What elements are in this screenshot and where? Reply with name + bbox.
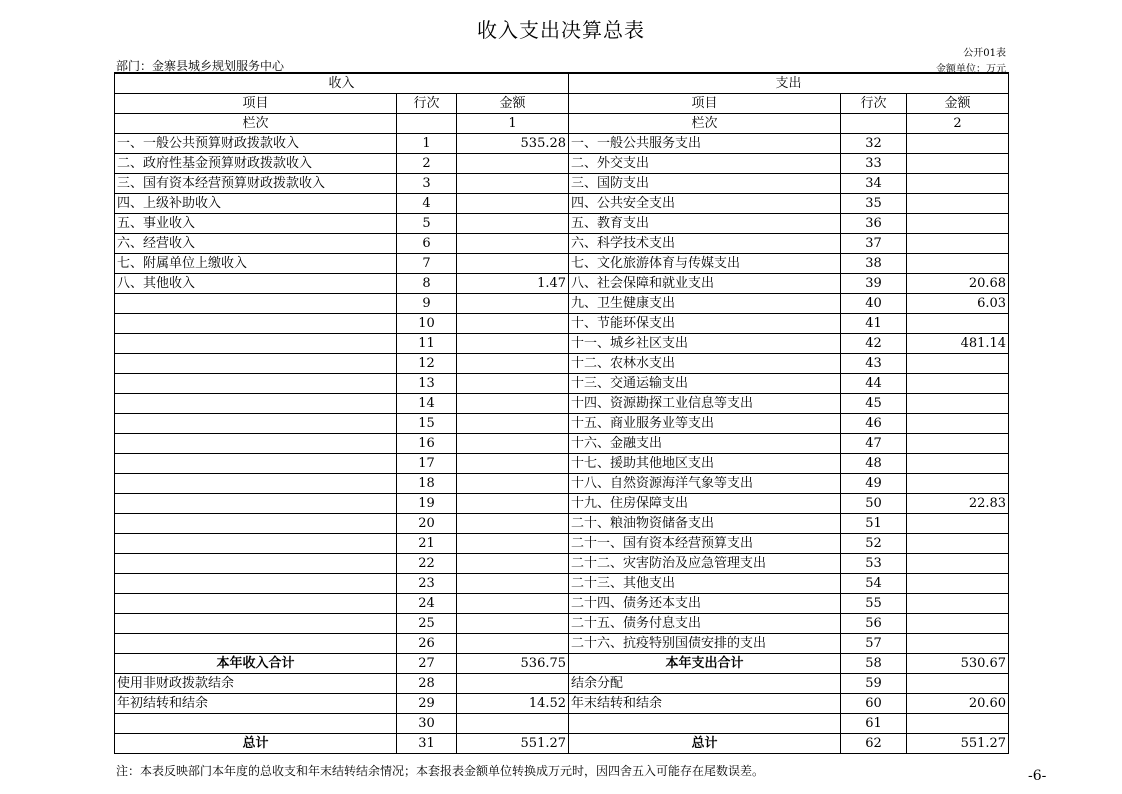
table-row — [115, 494, 1009, 514]
expense-row-no-cell: 49 — [841, 474, 907, 494]
table-row — [115, 194, 1009, 214]
income-item-cell: 总计 — [115, 734, 397, 754]
expense-row-no-cell: 43 — [841, 354, 907, 374]
table-row — [115, 454, 1009, 474]
expense-row-no-header: 行次 — [841, 94, 907, 114]
income-row-no-cell: 31 — [397, 734, 457, 754]
table-row — [115, 174, 1009, 194]
income-amount-cell — [457, 154, 569, 174]
table-row — [115, 394, 1009, 414]
expense-row-no-cell: 38 — [841, 254, 907, 274]
expense-column-number: 2 — [907, 114, 1009, 134]
income-column-blank — [397, 114, 457, 134]
expense-amount-cell — [907, 414, 1009, 434]
table-row — [115, 254, 1009, 274]
income-amount-cell — [457, 234, 569, 254]
expense-row-no-cell: 60 — [841, 694, 907, 714]
expense-row-no-cell: 41 — [841, 314, 907, 334]
income-amount-cell: 551.27 — [457, 734, 569, 754]
income-item-cell — [115, 394, 397, 414]
expense-item-cell: 二十、粮油物资储备支出 — [569, 514, 841, 534]
expense-amount-cell — [907, 194, 1009, 214]
expense-column-label: 栏次 — [569, 114, 841, 134]
expense-row-no-cell: 52 — [841, 534, 907, 554]
expense-row-no-cell: 42 — [841, 334, 907, 354]
table-row — [115, 514, 1009, 534]
summary-row — [115, 654, 1009, 674]
expense-item-cell: 九、卫生健康支出 — [569, 294, 841, 314]
expense-row-no-cell: 40 — [841, 294, 907, 314]
income-amount-cell: 1.47 — [457, 274, 569, 294]
income-item-cell — [115, 474, 397, 494]
table-row — [115, 274, 1009, 294]
expense-row-no-cell: 55 — [841, 594, 907, 614]
expense-item-cell: 十九、住房保障支出 — [569, 494, 841, 514]
table-row — [115, 214, 1009, 234]
table-body — [115, 134, 1009, 754]
expense-amount-cell: 551.27 — [907, 734, 1009, 754]
income-amount-cell — [457, 614, 569, 634]
income-column-label: 栏次 — [115, 114, 397, 134]
income-amount-cell — [457, 334, 569, 354]
income-amount-cell — [457, 594, 569, 614]
income-row-no-cell: 8 — [397, 274, 457, 294]
income-amount-cell — [457, 714, 569, 734]
footnote: 注：本表反映部门本年度的总收支和年末结转结余情况；本套报表金额单位转换成万元时，因四舍五入可能存在尾数误差。 — [116, 764, 765, 778]
income-amount-cell — [457, 474, 569, 494]
income-item-cell — [115, 594, 397, 614]
income-row-no-cell: 15 — [397, 414, 457, 434]
department-label: 部门：金寨县城乡规划服务中心 — [116, 59, 285, 73]
income-item-cell — [115, 634, 397, 654]
table-row — [115, 234, 1009, 254]
income-item-cell: 三、国有资本经营预算财政拨款收入 — [115, 174, 397, 194]
income-row-no-cell: 14 — [397, 394, 457, 414]
table-row — [115, 554, 1009, 574]
income-item-cell — [115, 534, 397, 554]
income-amount-header: 金额 — [457, 94, 569, 114]
expense-row-no-cell: 44 — [841, 374, 907, 394]
income-amount-cell: 536.75 — [457, 654, 569, 674]
income-item-cell: 使用非财政拨款结余 — [115, 674, 397, 694]
table-row — [115, 374, 1009, 394]
expense-amount-cell — [907, 474, 1009, 494]
income-row-no-cell: 22 — [397, 554, 457, 574]
income-item-cell: 一、一般公共预算财政拨款收入 — [115, 134, 397, 154]
income-row-no-cell: 23 — [397, 574, 457, 594]
income-row-no-cell: 13 — [397, 374, 457, 394]
form-code: 公开01表 — [963, 48, 1006, 59]
income-row-no-cell: 30 — [397, 714, 457, 734]
income-row-no-header: 行次 — [397, 94, 457, 114]
expense-amount-cell: 481.14 — [907, 334, 1009, 354]
expense-row-no-cell: 35 — [841, 194, 907, 214]
summary-row — [115, 714, 1009, 734]
expense-amount-cell — [907, 594, 1009, 614]
expense-item-cell: 二十四、债务还本支出 — [569, 594, 841, 614]
expense-item-cell: 十一、城乡社区支出 — [569, 334, 841, 354]
expense-amount-cell — [907, 374, 1009, 394]
expense-item-cell: 二十二、灾害防治及应急管理支出 — [569, 554, 841, 574]
page-title: 收入支出决算总表 — [477, 18, 645, 42]
table-row — [115, 574, 1009, 594]
expense-item-cell: 七、文化旅游体育与传媒支出 — [569, 254, 841, 274]
income-row-no-cell: 18 — [397, 474, 457, 494]
expense-amount-cell — [907, 554, 1009, 574]
expense-item-header: 项目 — [569, 94, 841, 114]
table-row — [115, 134, 1009, 154]
table-row — [115, 314, 1009, 334]
expense-item-cell: 二十一、国有资本经营预算支出 — [569, 534, 841, 554]
expense-row-no-cell: 39 — [841, 274, 907, 294]
income-column-number: 1 — [457, 114, 569, 134]
page-number: -6- — [1028, 768, 1047, 784]
income-row-no-cell: 1 — [397, 134, 457, 154]
expense-item-cell: 一、一般公共服务支出 — [569, 134, 841, 154]
income-amount-cell — [457, 174, 569, 194]
expense-amount-cell: 20.60 — [907, 694, 1009, 714]
income-amount-cell — [457, 314, 569, 334]
expense-row-no-cell: 53 — [841, 554, 907, 574]
income-amount-cell — [457, 634, 569, 654]
expense-item-cell: 十三、交通运输支出 — [569, 374, 841, 394]
expense-row-no-cell: 57 — [841, 634, 907, 654]
expense-amount-cell — [907, 634, 1009, 654]
expense-row-no-cell: 46 — [841, 414, 907, 434]
expense-row-no-cell: 56 — [841, 614, 907, 634]
expense-item-cell: 总计 — [569, 734, 841, 754]
expense-amount-cell — [907, 234, 1009, 254]
table-row — [115, 614, 1009, 634]
expense-row-no-cell: 59 — [841, 674, 907, 694]
expense-amount-cell — [907, 394, 1009, 414]
income-item-cell — [115, 314, 397, 334]
income-amount-cell — [457, 534, 569, 554]
income-item-cell — [115, 434, 397, 454]
expense-row-no-cell: 34 — [841, 174, 907, 194]
expense-row-no-cell: 33 — [841, 154, 907, 174]
income-row-no-cell: 6 — [397, 234, 457, 254]
income-amount-cell — [457, 414, 569, 434]
income-amount-cell — [457, 294, 569, 314]
income-amount-cell — [457, 254, 569, 274]
expense-amount-cell — [907, 674, 1009, 694]
expense-item-cell: 十五、商业服务业等支出 — [569, 414, 841, 434]
income-expense-table — [114, 72, 1009, 754]
expense-row-no-cell: 32 — [841, 134, 907, 154]
income-amount-cell — [457, 574, 569, 594]
expense-amount-cell: 22.83 — [907, 494, 1009, 514]
expense-row-no-cell: 50 — [841, 494, 907, 514]
income-row-no-cell: 17 — [397, 454, 457, 474]
expense-row-no-cell: 48 — [841, 454, 907, 474]
income-item-cell — [115, 494, 397, 514]
income-item-cell — [115, 354, 397, 374]
expense-section-header: 支出 — [569, 73, 1009, 94]
table-row — [115, 634, 1009, 654]
expense-amount-cell — [907, 534, 1009, 554]
income-item-header: 项目 — [115, 94, 397, 114]
expense-amount-cell — [907, 354, 1009, 374]
expense-item-cell: 二十三、其他支出 — [569, 574, 841, 594]
table-row — [115, 594, 1009, 614]
expense-row-no-cell: 36 — [841, 214, 907, 234]
income-item-cell: 二、政府性基金预算财政拨款收入 — [115, 154, 397, 174]
expense-amount-cell — [907, 214, 1009, 234]
expense-item-cell: 本年支出合计 — [569, 654, 841, 674]
income-item-cell — [115, 574, 397, 594]
income-row-no-cell: 4 — [397, 194, 457, 214]
expense-item-cell: 八、社会保障和就业支出 — [569, 274, 841, 294]
expense-amount-header: 金额 — [907, 94, 1009, 114]
expense-amount-cell — [907, 174, 1009, 194]
income-amount-cell — [457, 554, 569, 574]
expense-item-cell: 十二、农林水支出 — [569, 354, 841, 374]
income-row-no-cell: 3 — [397, 174, 457, 194]
income-row-no-cell: 24 — [397, 594, 457, 614]
income-amount-cell — [457, 434, 569, 454]
expense-item-cell: 二、外交支出 — [569, 154, 841, 174]
table-row — [115, 354, 1009, 374]
income-item-cell — [115, 714, 397, 734]
income-amount-cell — [457, 674, 569, 694]
expense-amount-cell — [907, 614, 1009, 634]
expense-amount-cell — [907, 454, 1009, 474]
expense-item-cell: 十四、资源勘探工业信息等支出 — [569, 394, 841, 414]
income-row-no-cell: 12 — [397, 354, 457, 374]
income-amount-cell — [457, 394, 569, 414]
income-item-cell — [115, 414, 397, 434]
expense-row-no-cell: 58 — [841, 654, 907, 674]
expense-item-cell: 结余分配 — [569, 674, 841, 694]
expense-amount-cell — [907, 154, 1009, 174]
expense-amount-cell: 20.68 — [907, 274, 1009, 294]
expense-amount-cell — [907, 434, 1009, 454]
expense-amount-cell — [907, 574, 1009, 594]
income-row-no-cell: 29 — [397, 694, 457, 714]
income-row-no-cell: 25 — [397, 614, 457, 634]
income-row-no-cell: 10 — [397, 314, 457, 334]
expense-item-cell: 三、国防支出 — [569, 174, 841, 194]
expense-amount-cell — [907, 254, 1009, 274]
summary-row — [115, 734, 1009, 754]
summary-row — [115, 674, 1009, 694]
expense-amount-cell — [907, 314, 1009, 334]
expense-amount-cell: 6.03 — [907, 294, 1009, 314]
income-item-cell: 本年收入合计 — [115, 654, 397, 674]
income-row-no-cell: 2 — [397, 154, 457, 174]
expense-row-no-cell: 62 — [841, 734, 907, 754]
income-amount-cell — [457, 494, 569, 514]
expense-item-cell: 十六、金融支出 — [569, 434, 841, 454]
expense-item-cell: 十、节能环保支出 — [569, 314, 841, 334]
income-item-cell: 五、事业收入 — [115, 214, 397, 234]
income-row-no-cell: 27 — [397, 654, 457, 674]
income-row-no-cell: 7 — [397, 254, 457, 274]
income-row-no-cell: 16 — [397, 434, 457, 454]
income-row-no-cell: 11 — [397, 334, 457, 354]
income-item-cell — [115, 454, 397, 474]
expense-item-cell: 六、科学技术支出 — [569, 234, 841, 254]
income-amount-cell: 14.52 — [457, 694, 569, 714]
income-item-cell — [115, 514, 397, 534]
expense-item-cell — [569, 714, 841, 734]
amount-unit-label: 金额单位：万元 — [936, 64, 1006, 75]
expense-row-no-cell: 61 — [841, 714, 907, 734]
income-amount-cell — [457, 354, 569, 374]
income-row-no-cell: 20 — [397, 514, 457, 534]
expense-item-cell: 五、教育支出 — [569, 214, 841, 234]
income-item-cell: 八、其他收入 — [115, 274, 397, 294]
expense-row-no-cell: 45 — [841, 394, 907, 414]
table-row — [115, 414, 1009, 434]
table-row — [115, 294, 1009, 314]
income-row-no-cell: 26 — [397, 634, 457, 654]
expense-amount-cell: 530.67 — [907, 654, 1009, 674]
income-row-no-cell: 19 — [397, 494, 457, 514]
income-row-no-cell: 9 — [397, 294, 457, 314]
income-item-cell: 四、上级补助收入 — [115, 194, 397, 214]
income-amount-cell: 535.28 — [457, 134, 569, 154]
table-row — [115, 474, 1009, 494]
income-item-cell — [115, 374, 397, 394]
income-amount-cell — [457, 194, 569, 214]
table-row — [115, 434, 1009, 454]
expense-item-cell: 十八、自然资源海洋气象等支出 — [569, 474, 841, 494]
expense-amount-cell — [907, 514, 1009, 534]
expense-item-cell: 四、公共安全支出 — [569, 194, 841, 214]
income-row-no-cell: 21 — [397, 534, 457, 554]
income-item-cell — [115, 334, 397, 354]
income-item-cell: 七、附属单位上缴收入 — [115, 254, 397, 274]
income-amount-cell — [457, 214, 569, 234]
expense-row-no-cell: 37 — [841, 234, 907, 254]
income-item-cell: 年初结转和结余 — [115, 694, 397, 714]
expense-item-cell: 十七、援助其他地区支出 — [569, 454, 841, 474]
income-row-no-cell: 28 — [397, 674, 457, 694]
expense-row-no-cell: 47 — [841, 434, 907, 454]
expense-row-no-cell: 51 — [841, 514, 907, 534]
income-amount-cell — [457, 514, 569, 534]
income-item-cell — [115, 614, 397, 634]
expense-item-cell: 二十五、债务付息支出 — [569, 614, 841, 634]
income-item-cell: 六、经营收入 — [115, 234, 397, 254]
table-row — [115, 334, 1009, 354]
income-row-no-cell: 5 — [397, 214, 457, 234]
income-item-cell — [115, 554, 397, 574]
summary-row — [115, 694, 1009, 714]
income-section-header: 收入 — [115, 73, 569, 94]
table-row — [115, 534, 1009, 554]
table-row — [115, 154, 1009, 174]
income-amount-cell — [457, 454, 569, 474]
expense-amount-cell — [907, 134, 1009, 154]
expense-item-cell: 二十六、抗疫特别国债安排的支出 — [569, 634, 841, 654]
income-amount-cell — [457, 374, 569, 394]
expense-row-no-cell: 54 — [841, 574, 907, 594]
expense-amount-cell — [907, 714, 1009, 734]
income-item-cell — [115, 294, 397, 314]
expense-column-blank — [841, 114, 907, 134]
expense-item-cell: 年末结转和结余 — [569, 694, 841, 714]
